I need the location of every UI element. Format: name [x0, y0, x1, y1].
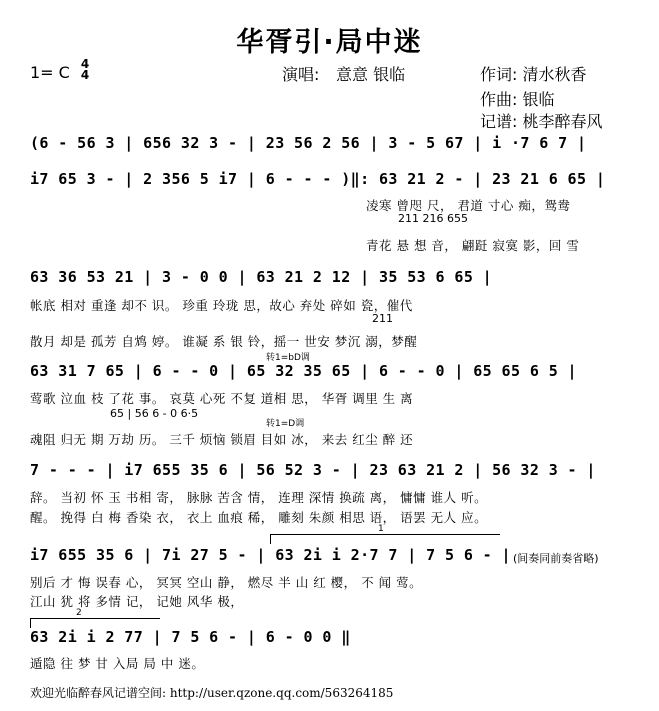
lyric-line-7a: 遁隐 往 梦 甘 入局 局 中 迷。: [30, 656, 205, 671]
volta-bracket-2-hook: [30, 618, 31, 628]
alt-notes-3: 211: [372, 312, 393, 325]
alt-notes-4: 65 | 56 6 - 0 6·5: [110, 407, 199, 420]
score-line-2: i7 65 3 - | 2 356 5 i7 | 6 - - - )‖: 63 21 2 - | 23 21 6 65 |: [30, 170, 606, 188]
interlude-note: (间奏同前奏省略): [513, 552, 599, 565]
score-line-7: 63 2i i 2 77 | 7 5 6 - | 6 - 0 0 ‖: [30, 628, 351, 646]
volta-number-2: 2: [76, 608, 82, 618]
time-signature-bottom: 4: [80, 68, 90, 82]
lyric-line-2a: 凌寒 曾咫 尺， 君道 寸心 痴，鸳鸯: [366, 198, 571, 213]
score-line-4: 63 31 7 65 | 6 - - 0 | 65 32 35 65 | 6 - - 0 | 65 65 6 5 |: [30, 362, 577, 380]
lyric-line-3a: 帐底 相对 重逢 却不 识。 珍重 玲珑 思，故心 弃处 碎如 瓷，催代: [30, 298, 413, 313]
score-line-5: 7 - - - | i7 655 35 6 | 56 52 3 - | 23 63 21 2 | 56 32 3 - |: [30, 461, 596, 479]
time-signature-top: 4: [80, 57, 90, 71]
footer-link[interactable]: 欢迎光临醉春风记谱空间: http://user.qzone.qq.com/563264185: [30, 686, 394, 700]
lyric-line-4a: 莺歌 泣血 枝 了花 事。 哀莫 心死 不复 道相 思， 华胥 调里 生 离: [30, 391, 414, 406]
lyric-line-3b: 散月 却是 孤芳 自鸩 婷。 谁凝 系 银 铃，摇一 世安 梦沉 溺，梦醒: [30, 334, 418, 349]
volta-bracket-1-hook: [270, 534, 271, 544]
key-signature: 1= C: [30, 63, 70, 82]
volta-bracket-2: [30, 618, 160, 619]
score-line-3: 63 36 53 21 | 3 - 0 0 | 63 21 2 12 | 35 53 6 65 |: [30, 268, 493, 286]
alt-notes-2: 211 216 655: [398, 212, 468, 225]
score-title: 华胥引·局中迷: [236, 27, 423, 58]
lyric-line-6b: 江山 犹 将 多情 记， 记她 风华 极，: [30, 594, 244, 609]
transcriber: 记谱: 桃李醉春风: [480, 112, 603, 131]
volta-number-1: 1: [378, 524, 384, 534]
modulation-mark-2: 转1=D调: [266, 419, 305, 429]
time-signature: [78, 59, 92, 81]
lyric-line-5a: 辞。 当初 怀 玉 书相 寄， 脉脉 苦含 情， 连理 深情 换疏 离， 慵慵 谁人 听。: [30, 490, 488, 505]
lyric-line-2b: 青花 悬 想 音， 翩跹 寂寞 影，回 雪: [366, 238, 580, 253]
lyric-line-5b: 醒。 挽得 白 梅 香染 衣， 衣上 血痕 稀， 雕刻 朱颜 相思 语， 语罢 无人 应。: [30, 510, 488, 525]
score-line-1: (6 - 56 3 | 656 32 3 - | 23 56 2 56 | 3 - 5 67 | i ·7 6 7 |: [30, 134, 587, 152]
lyric-line-6a: 别后 才 悔 误春 心， 冥冥 空山 静， 燃尽 半 山 红 樱， 不 闻 莺。: [30, 575, 423, 590]
lyricist: 作词: 清水秋香: [480, 65, 587, 84]
score-line-6: i7 655 35 6 | 7i 27 5 - | 63 2i i 2·7 7 | 7 5 6 - |: [30, 546, 511, 564]
modulation-mark-1: 转1=bD调: [266, 353, 310, 363]
volta-bracket-1: [270, 534, 500, 535]
composer: 作曲: 银临: [480, 90, 555, 109]
lyric-line-4b: 魂阻 归无 期 万劫 历。 三千 烦恼 锁眉 目如 冰， 来去 红尘 醉 还: [30, 432, 414, 447]
singers: 意意 银临: [336, 65, 406, 84]
singer-label: 演唱:: [282, 65, 320, 84]
